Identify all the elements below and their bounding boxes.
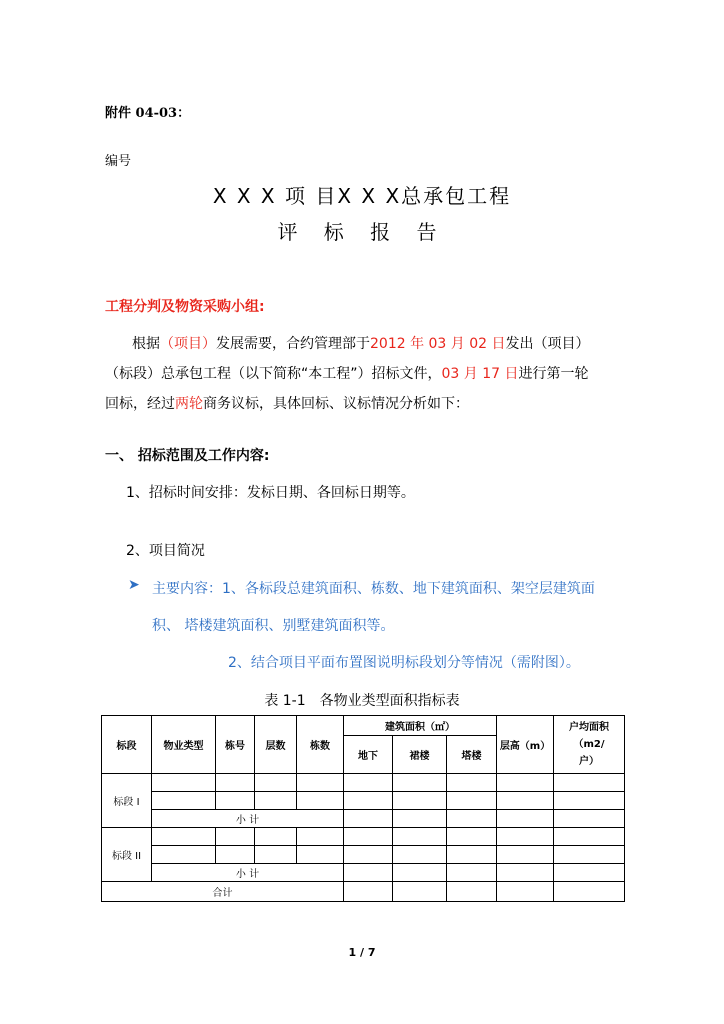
issue-date: 2012 年 03 月 02 日 [370,336,506,352]
number-label: 编号 [105,154,132,169]
total-label: 合计 [102,882,344,902]
group-name: 工程分判及物资采购小组: [105,299,265,315]
intro-text: 根据 [132,336,160,352]
intro-text: 进行第一轮 [518,366,589,382]
subtotal-label: 小 计 [152,864,344,882]
unit-area-line: （m2/ [573,739,605,750]
header-tower: 塔楼 [447,736,497,774]
main-content-line-1: 主要内容：1、各标段总建筑面积、栋数、地下建筑面积、架空层建筑面 [152,581,595,597]
intro-text: 回标，经过 [105,396,175,412]
intro-line-3 [105,393,469,413]
attachment-label: 附件 04-03： [105,106,191,121]
header-building-count: 栋数 [297,716,344,774]
document-subtitle: 评 标 报 告 [277,220,447,244]
table-caption: 表 1-1 各物业类型面积指标表 [264,693,460,709]
area-index-table [101,715,625,902]
list-item-overview: 2、项目简况 [126,543,205,559]
intro-text: 发出（项目） [505,336,590,352]
header-building-no: 栋号 [216,716,255,774]
project-placeholder: （项目） [160,336,216,352]
unit-area-line: 户） [579,756,600,767]
arrow-bullet-icon: ➤ [128,577,140,593]
subtotal-label: 小 计 [152,810,344,828]
header-podium: 裙楼 [393,736,447,774]
header-underground: 地下 [344,736,393,774]
header-floor-height: 层高（m） [497,716,554,774]
intro-line-2 [105,363,589,383]
header-floors: 层数 [255,716,297,774]
header-gfa: 建筑面积（㎡） [344,716,497,736]
header-property-type: 物业类型 [152,716,216,774]
main-content-line-3: 2、结合项目平面布置图说明标段划分等情况（需附图）。 [228,655,580,671]
main-content-line-2: 积、 塔楼建筑面积、别墅建筑面积等。 [152,618,395,634]
section-1-label: 标段 I [102,774,152,828]
rounds-count: 两轮 [175,396,203,412]
header-section: 标段 [102,716,152,774]
intro-line-1 [132,333,590,353]
section-2-label: 标段 II [102,828,152,882]
intro-text: 发展需要，合约管理部于 [216,336,370,352]
intro-text: （标段）总承包工程（以下简称“本工程”）招标文件， [105,366,442,382]
section-heading: 一、 招标范围及工作内容: [105,448,270,464]
page-number: 1 / 7 [348,946,376,959]
return-date: 03 月 17 日 [441,366,519,382]
header-unit-area [554,716,625,774]
list-item-schedule: 1、招标时间安排：发标日期、各回标日期等。 [126,485,415,501]
unit-area-line: 户均面积 [569,722,610,733]
intro-text: 商务议标，具体回标、议标情况分析如下： [203,396,469,412]
document-title: X X X 项 目X X X总承包工程 [212,184,512,208]
